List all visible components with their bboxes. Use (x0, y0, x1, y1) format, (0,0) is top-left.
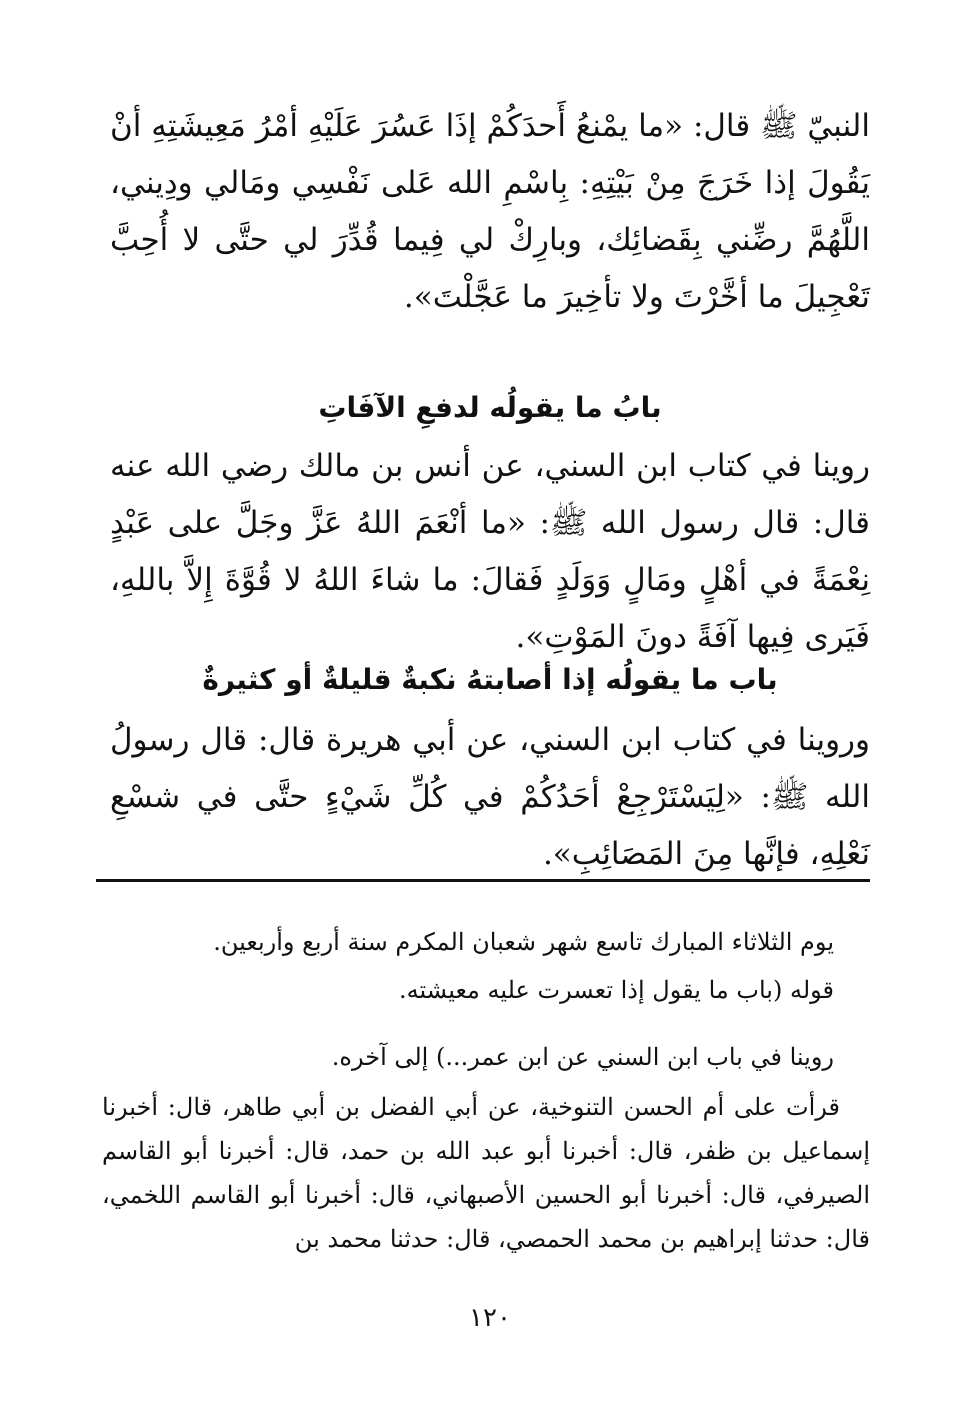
footnote-3 (102, 1035, 870, 1079)
footnote-1-text: يوم الثلاثاء المبارك تاسع شهر شعبان المكرم سنة أربع وأربعين. (213, 928, 834, 956)
footnote-2-text: قوله (باب ما يقول إذا تعسرت عليه معيشته. (399, 976, 834, 1004)
paragraph-3: وروينا في كتاب ابن السني، عن أبي هريرة قال: قال رسولُ الله ﷺ: «لِيَسْتَرْجِعْ أحَدُكُمْ في كُلِّ شَيْءٍ حتَّى في شسْعِ نَعْلِهِ، فإنَّها مِنَ المَصَائِبِ». (110, 722, 870, 872)
footnote-1 (102, 920, 870, 964)
footnote-divider (96, 879, 870, 882)
paragraph-2: روينا في كتاب ابن السني، عن أنس بن مالك رضي الله عنه قال: قال رسول الله ﷺ: «ما أنْعَمَ اللهُ عَزَّ وجَلَّ على عَبْدٍ نِعْمَةً في أهْلٍ ومَالٍ وَوَلَدٍ فَقالَ: ما شاءَ اللهُ لا قُوَّةَ إِلاَّ باللهِ، فَيَرى فِيها آفَةً دونَ المَوْتِ». (110, 448, 870, 655)
footnote-3-text: روينا في باب ابن السني عن ابن عمر...) إلى آخره. (331, 1043, 834, 1071)
page-number: ١٢٠ (469, 1303, 511, 1333)
footnote-4 (102, 1085, 870, 1261)
footnote-2 (102, 968, 870, 1012)
section-heading-2: باب ما يقولُه إذا أصابتهُ نكبةٌ قليلةٌ أو كثيرةٌ (202, 663, 778, 696)
footnote-4-text: قرأت على أم الحسن التنوخية، عن أبي الفضل بن أبي طاهر، قال: أخبرنا إسماعيل بن ظفر، قال: أخبرنا أبو عبد الله بن حمد، قال: أخبرنا أبو القاسم الصيرفي، قال: أخبرنا أبو الحسين الأصبهاني، قال: أخبرنا أبو القاسم اللخمي، قال: حدثنا إبراهيم بن محمد الحمصي، قال: حدثنا محمد بن (102, 1093, 870, 1253)
section-heading-1: بابُ ما يقولُه لدفعِ الآفَاتِ (318, 391, 662, 424)
paragraph-1: النبيّ ﷺ قال: «ما يمْنعُ أَحدَكُمْ إذَا عَسُرَ عَلَيْهِ أمْرُ مَعِيشَتِهِ أنْ يَقُولَ إذا خَرَجَ مِنْ بَيْتِهِ: بِاسْمِ الله عَلى نَفْسِي ومَالي ودِيني، اللَّهُمَّ رضِّني بِقَضائِك، وبارِكْ لي فِيما قُدِّرَ لي حتَّى لا أُحِبَّ تَعْجِيلَ ما أخَّرْتَ ولا تأخِيرَ ما عَجَّلْتَ». (110, 108, 870, 315)
